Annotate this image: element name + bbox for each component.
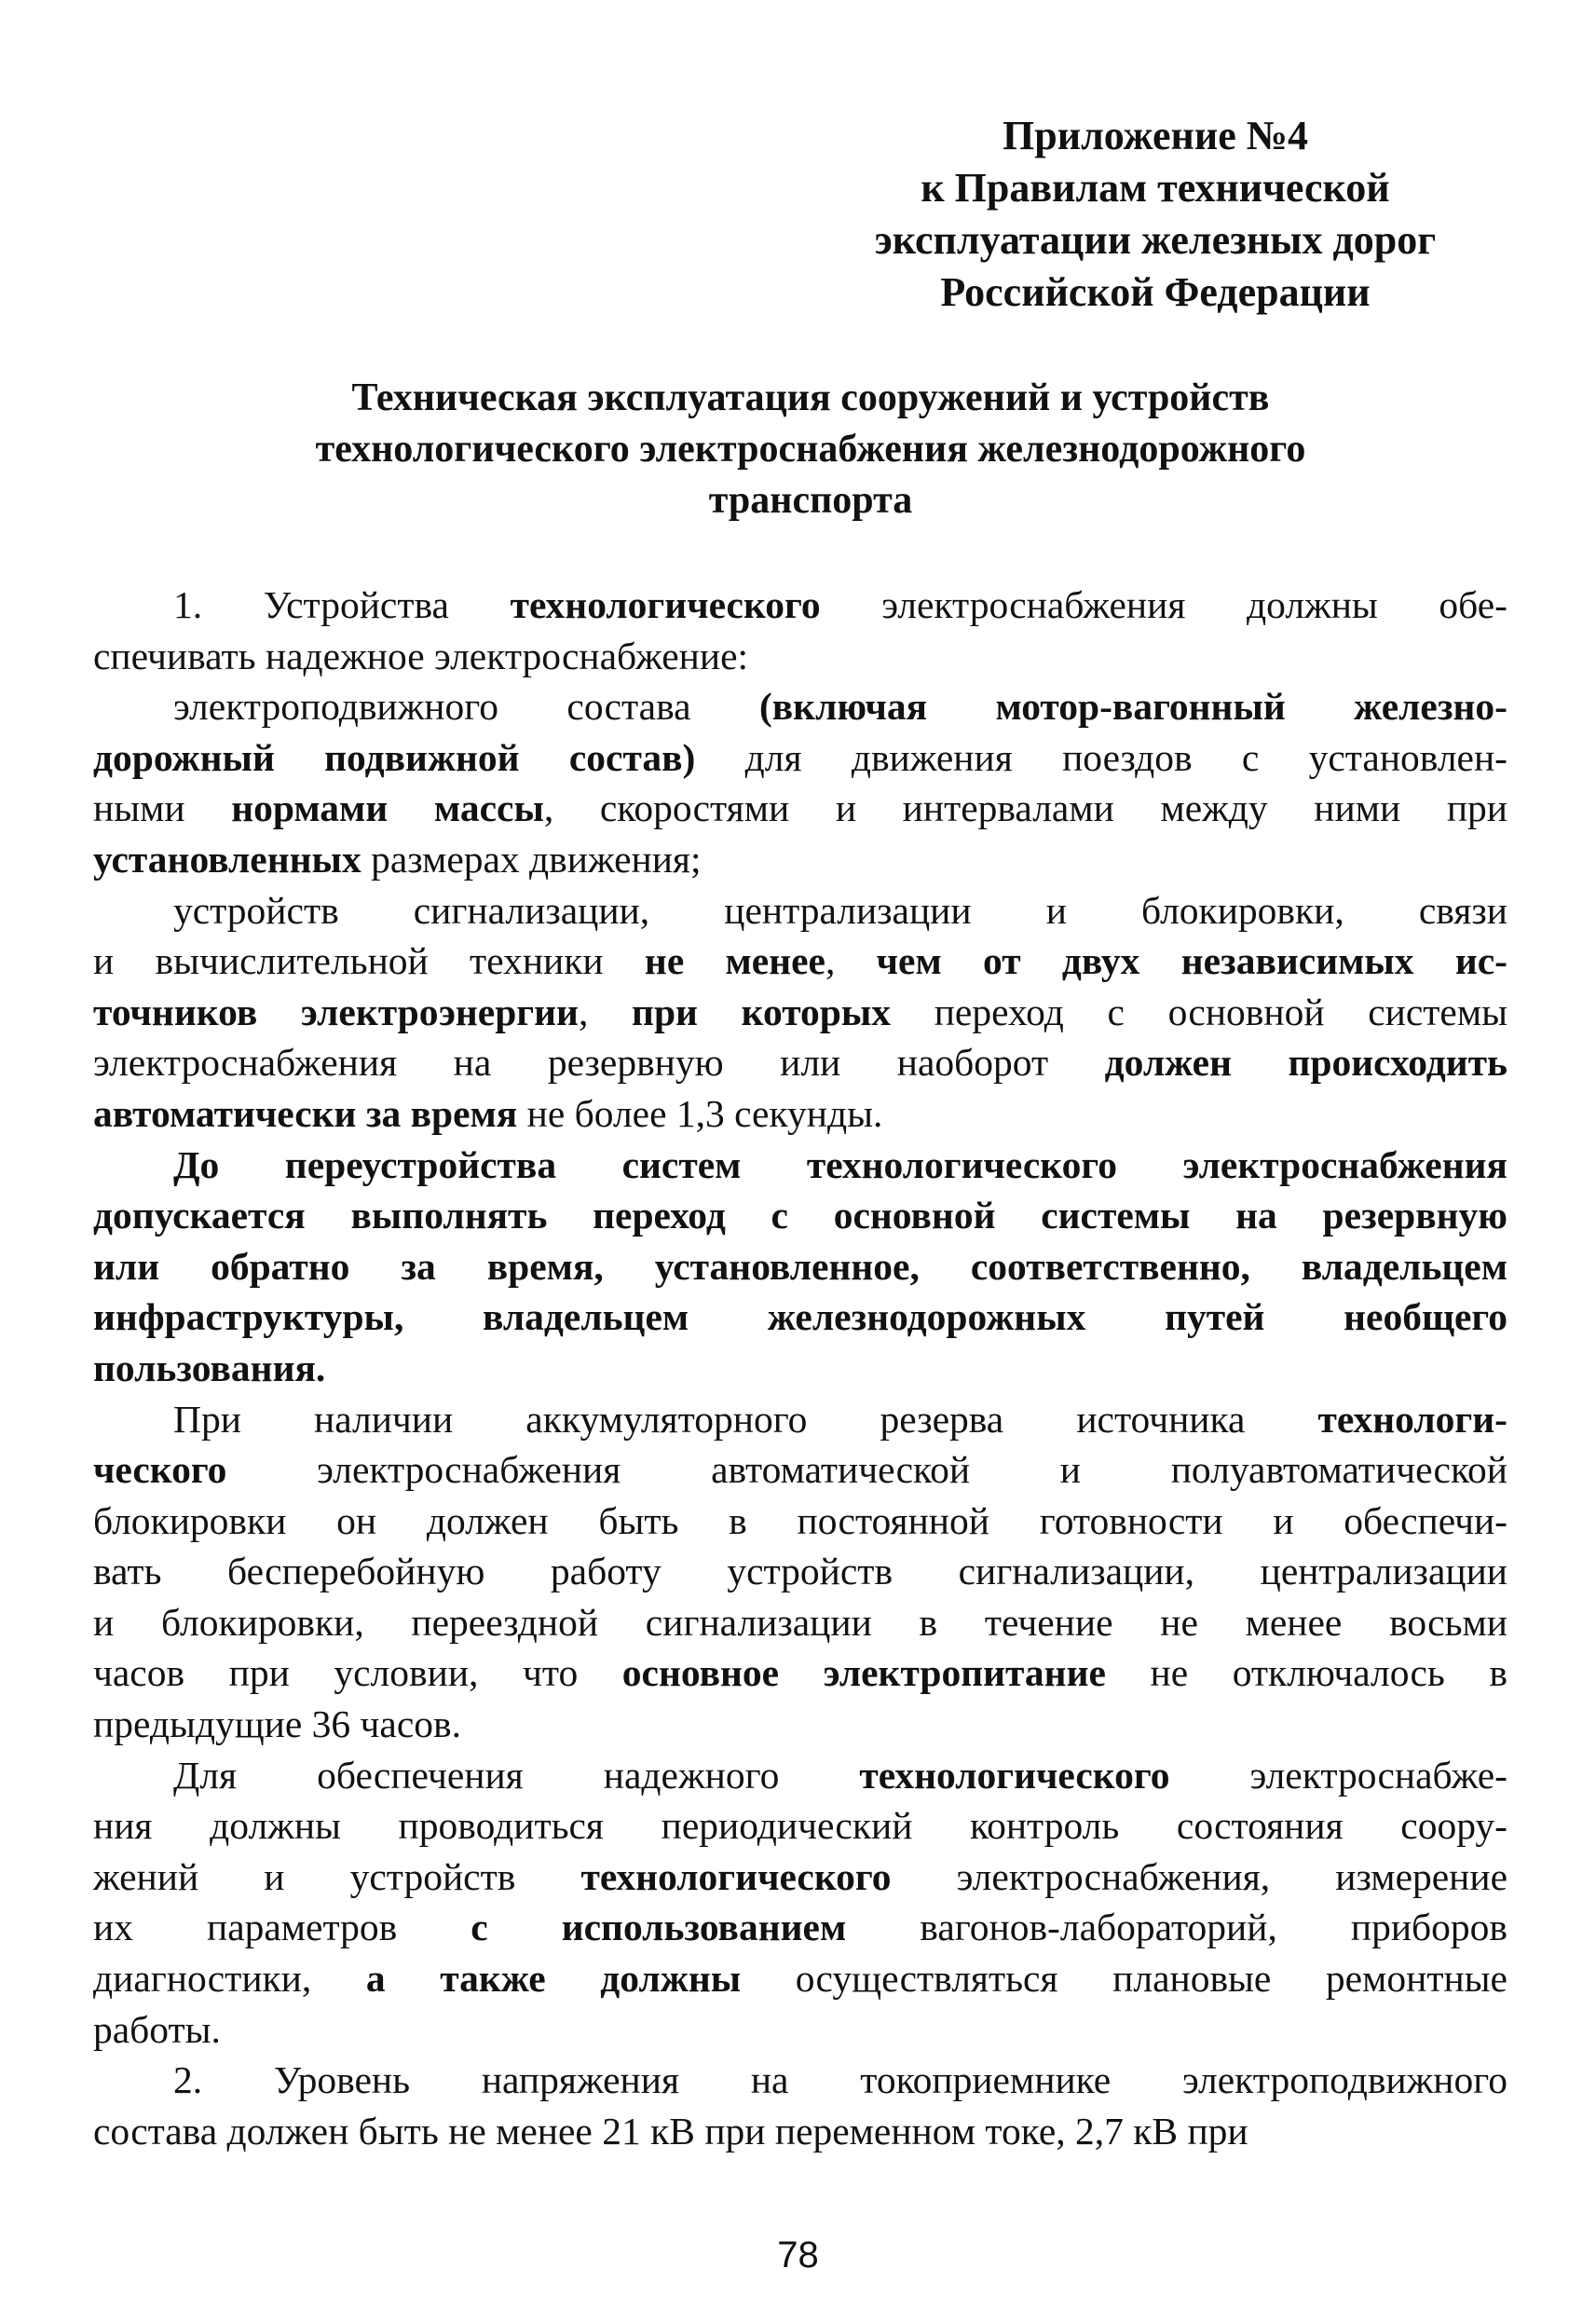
text-line	[93, 2004, 1507, 2056]
text-segment: для движения поездов с установлен-	[695, 735, 1507, 779]
paragraph	[93, 1394, 1507, 1750]
document-title-line: транспорта	[708, 479, 913, 522]
text-segment: электроподвижного состава	[173, 685, 759, 729]
text-line	[93, 1546, 1507, 1597]
text-line	[93, 936, 1507, 987]
text-segment: блокировки он должен быть в постоянной готовности и обеспечи-	[93, 1498, 1507, 1542]
text-segment: электроснабжения, измерение	[891, 1854, 1507, 1898]
text-line	[93, 732, 1507, 784]
text-line	[93, 1496, 1507, 1547]
document-title-line: технологического электроснабжения железнодорожного	[315, 428, 1306, 471]
text-line	[93, 1343, 1507, 1394]
text-line	[93, 1800, 1507, 1852]
appendix-header-line: эксплуатации железных дорог	[874, 217, 1437, 263]
text-line	[93, 987, 1507, 1038]
text-line	[93, 1902, 1507, 1953]
text-segment: При наличии аккумуляторного резерва источника	[173, 1397, 1318, 1441]
text-segment: их параметров	[93, 1906, 471, 1949]
text-segment: Для обеспечения надежного	[173, 1753, 860, 1797]
bold-text: не менее	[644, 939, 825, 983]
text-line	[93, 580, 1507, 631]
paragraph	[93, 885, 1507, 1140]
bold-text: технологи-	[1317, 1397, 1507, 1441]
text-line	[93, 1241, 1507, 1292]
bold-text: технологического	[859, 1753, 1170, 1797]
bold-text: технологического	[510, 583, 821, 626]
bold-text: при которых	[632, 990, 892, 1033]
text-segment: и блокировки, переездной сигнализации в течение не менее восьми	[93, 1600, 1507, 1644]
text-line	[93, 834, 1507, 885]
text-line	[93, 1750, 1507, 1801]
text-line	[93, 1953, 1507, 2004]
paragraph	[93, 1750, 1507, 2056]
text-segment: осуществляться плановые ремонтные	[741, 1957, 1507, 2001]
bold-text: допускается выполнять переход с основной системы на резервную	[93, 1194, 1507, 1237]
appendix-header-line: Приложение №4	[1003, 113, 1308, 158]
text-segment: ния должны проводиться периодический контроль состояния соору-	[93, 1804, 1507, 1848]
bold-text: должен происходить	[1104, 1041, 1507, 1085]
bold-text: автоматически за время	[93, 1091, 518, 1135]
bold-text: инфраструктуры, владельцем железнодорожных путей необщего	[93, 1295, 1507, 1339]
paragraph	[93, 681, 1507, 884]
text-segment: работы.	[93, 2007, 221, 2051]
bold-text: технологического	[580, 1854, 892, 1898]
text-line	[93, 681, 1507, 732]
appendix-header-line: к Правилам технической	[921, 165, 1390, 211]
text-segment: ,	[578, 990, 633, 1033]
document-title-line: Техническая эксплуатация сооружений и устройств	[351, 376, 1270, 419]
text-segment: 2. Уровень напряжения на токоприемнике электроподвижного	[173, 2058, 1507, 2102]
bold-text: нормами массы	[231, 786, 544, 830]
text-segment: жений и устройств	[93, 1854, 581, 1898]
bold-text: До переустройства систем технологического электроснабжения	[173, 1142, 1507, 1186]
text-segment: размерах движения;	[361, 837, 702, 881]
appendix-header	[801, 110, 1509, 319]
text-line	[93, 1190, 1507, 1241]
text-segment: вать бесперебойную работу устройств сигнализации, централизации	[93, 1550, 1507, 1593]
text-line	[93, 1394, 1507, 1445]
text-segment: и вычислительной техники	[93, 939, 645, 983]
paragraph	[93, 2055, 1507, 2156]
text-segment: не более 1,3 секунды.	[517, 1091, 883, 1135]
body-text	[93, 580, 1507, 2156]
text-segment: электроснабже-	[1169, 1753, 1507, 1797]
bold-text: (включая мотор-вагонный железно-	[758, 685, 1508, 729]
text-line	[93, 2106, 1507, 2157]
bold-text: а также должны	[365, 1957, 742, 2001]
text-segment: часов при условии, что	[93, 1651, 622, 1695]
text-line	[93, 1852, 1507, 1903]
text-segment: состава должен быть не менее 21 кВ при переменном токе, 2,7 кВ при	[93, 2109, 1248, 2153]
bold-text: дорожный подвижной состав)	[93, 735, 696, 779]
appendix-header-line: Российской Федерации	[940, 269, 1371, 315]
text-line	[93, 631, 1507, 682]
page-number: 78	[777, 2235, 819, 2276]
bold-text: основное электропитание	[621, 1651, 1106, 1695]
text-line	[93, 1647, 1507, 1699]
paragraph	[93, 1140, 1507, 1394]
text-line	[93, 2055, 1507, 2106]
bold-text: установленных	[93, 837, 361, 881]
text-segment: вагонов-лабораторий, приборов	[846, 1906, 1507, 1949]
text-segment: ными	[93, 786, 232, 830]
bold-text: ческого	[93, 1448, 227, 1492]
text-segment: диагностики,	[93, 1957, 366, 2001]
text-segment: ,	[825, 939, 877, 983]
text-line	[93, 1037, 1507, 1088]
text-line	[93, 885, 1507, 936]
text-line	[93, 1292, 1507, 1343]
text-segment: 1. Устройства	[173, 583, 511, 626]
bold-text: или обратно за время, установленное, соответственно, владельцем	[93, 1244, 1507, 1288]
bold-text: с использованием	[471, 1906, 847, 1949]
text-segment: не отключалось в	[1105, 1651, 1508, 1695]
text-line	[93, 1444, 1507, 1496]
text-line	[93, 1140, 1507, 1191]
text-segment: спечивать надежное электроснабжение:	[93, 634, 749, 677]
paragraph	[93, 580, 1507, 681]
text-line	[93, 783, 1507, 834]
text-line	[93, 1597, 1507, 1648]
text-segment: устройств сигнализации, централизации и блокировки, связи	[173, 888, 1507, 932]
text-segment: электроснабжения автоматической и полуавтоматической	[226, 1448, 1507, 1492]
text-segment: электроснабжения должны обе-	[820, 583, 1507, 626]
text-segment: , скоростями и интервалами между ними при	[543, 786, 1507, 830]
bold-text: пользования.	[93, 1346, 326, 1389]
text-segment: переход с основной системы	[891, 990, 1507, 1033]
bold-text: точников электроэнергии	[93, 990, 579, 1033]
text-segment: предыдущие 36 часов.	[93, 1702, 461, 1746]
bold-text: чем от двух независимых ис-	[876, 939, 1507, 983]
text-line	[93, 1699, 1507, 1750]
text-line	[93, 1088, 1507, 1140]
text-segment: электроснабжения на резервную или наоборот	[93, 1041, 1105, 1085]
document-title	[93, 373, 1528, 526]
